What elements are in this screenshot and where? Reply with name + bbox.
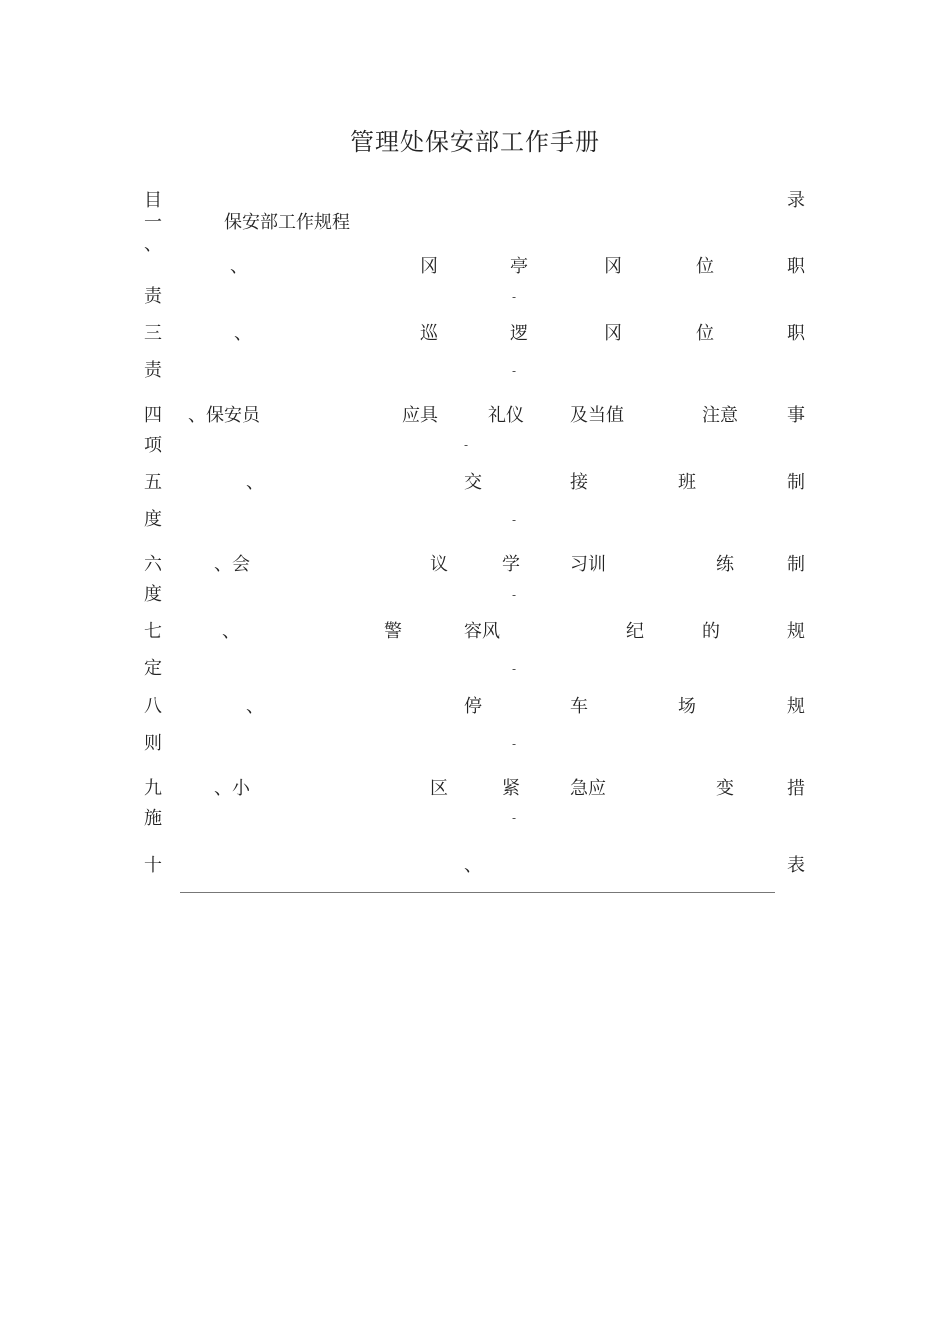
toc-item-5-leader: -: [512, 513, 517, 527]
toc-item-7-separator: 、: [222, 621, 240, 642]
toc-item-6-leader: -: [512, 588, 517, 602]
toc-item-6-text: 度: [144, 584, 162, 605]
toc-item-8-char: 规: [787, 696, 805, 717]
toc-item-5-number: 五: [144, 472, 162, 493]
toc-item-5-separator: 、: [246, 472, 264, 493]
toc-heading-mu: 目: [144, 190, 162, 211]
toc-item-3-char: 冈: [604, 323, 622, 344]
toc-item-3-char: 职: [787, 323, 805, 344]
toc-item-2-leader: -: [512, 290, 517, 304]
toc-item-1-number: 一: [144, 212, 162, 233]
toc-item-8-char: 车: [570, 696, 588, 717]
toc-item-6-text: 制: [787, 554, 805, 575]
toc-item-5-char: 交: [464, 472, 482, 493]
toc-item-7-number: 七: [144, 621, 162, 642]
toc-item-3-leader: -: [512, 364, 517, 378]
toc-item-8-char: 场: [678, 696, 696, 717]
toc-item-6-text: 学: [502, 554, 520, 575]
toc-item-2-char: 位: [696, 256, 714, 277]
toc-item-4-text: 应具: [402, 405, 438, 426]
toc-item-9-number: 九: [144, 778, 162, 799]
toc-item-6-text: 、会: [214, 554, 250, 575]
toc-item-9-text: 急应: [570, 778, 606, 799]
toc-item-9-text: 区: [430, 778, 448, 799]
toc-item-8-number: 八: [144, 696, 162, 717]
toc-item-4-text: 、保安员: [188, 405, 260, 426]
toc-item-8-char: 停: [464, 696, 482, 717]
toc-item-5-char: 制: [787, 472, 805, 493]
toc-item-6-text: 议: [430, 554, 448, 575]
toc-item-6-text: 练: [716, 554, 734, 575]
toc-item-7-text: 规: [787, 621, 805, 642]
toc-item-5-char: 度: [144, 509, 162, 530]
toc-heading-lu: 录: [787, 190, 805, 211]
toc-item-4-text: 礼仪: [488, 405, 524, 426]
toc-item-7-text: 定: [144, 658, 162, 679]
toc-item-4-text: 项: [144, 435, 162, 456]
toc-item-5-char: 班: [678, 472, 696, 493]
toc-item-4-number: 四: [144, 405, 162, 426]
document-title: 管理处保安部工作手册: [350, 128, 600, 156]
toc-item-9-text: 变: [716, 778, 734, 799]
toc-item-10-number: 十: [144, 855, 162, 876]
toc-item-9-leader: -: [512, 811, 517, 825]
toc-item-7-text: 的: [702, 621, 720, 642]
toc-item-8-separator: 、: [246, 696, 264, 717]
toc-item-8-leader: -: [512, 737, 517, 751]
toc-item-8-char: 则: [144, 733, 162, 754]
toc-item-9-text: 措: [787, 778, 805, 799]
toc-item-4-text: 注意: [702, 405, 738, 426]
toc-item-2-char: 冈: [604, 256, 622, 277]
toc-item-9-text: 、小: [214, 778, 250, 799]
toc-item-3-char: 责: [144, 360, 162, 381]
toc-item-3-char: 位: [696, 323, 714, 344]
toc-item-2-separator: 、: [230, 256, 248, 277]
toc-item-4-leader: -: [464, 438, 469, 452]
toc-item-4-text: 事: [787, 405, 805, 426]
horizontal-rule: [180, 892, 775, 893]
toc-item-9-text: 施: [144, 808, 162, 829]
toc-item-4-text: 及当值: [570, 405, 624, 426]
toc-item-3-number: 三: [144, 323, 162, 344]
toc-item-7-text: 容风: [464, 621, 500, 642]
toc-item-6-number: 六: [144, 554, 162, 575]
toc-item-2-char: 冈: [420, 256, 438, 277]
toc-item-10-char: 表: [787, 855, 805, 876]
toc-item-2-char: 亭: [510, 256, 528, 277]
toc-item-1-title: 保安部工作规程: [224, 212, 350, 233]
toc-item-6-text: 习训: [570, 554, 606, 575]
toc-item-3-char: 巡: [420, 323, 438, 344]
toc-item-7-text: 警: [384, 621, 402, 642]
toc-item-3-char: 逻: [510, 323, 528, 344]
toc-item-5-char: 接: [570, 472, 588, 493]
toc-item-2-char: 责: [144, 286, 162, 307]
toc-item-7-leader: -: [512, 662, 517, 676]
toc-item-10-separator: 、: [464, 855, 482, 876]
toc-item-3-separator: 、: [234, 323, 252, 344]
toc-item-2-char: 职: [787, 256, 805, 277]
toc-item-1-separator: 、: [144, 234, 162, 255]
toc-item-9-text: 紧: [502, 778, 520, 799]
toc-item-7-text: 纪: [626, 621, 644, 642]
